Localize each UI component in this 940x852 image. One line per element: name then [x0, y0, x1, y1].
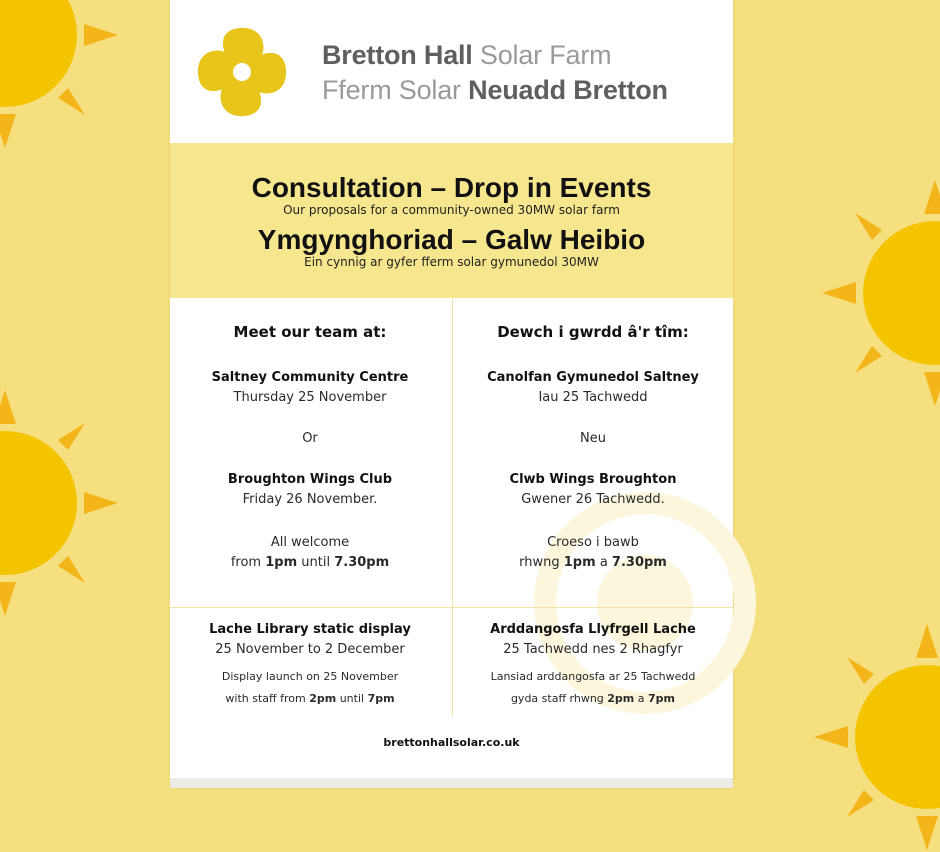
header — [170, 0, 733, 143]
brand-name — [322, 38, 668, 108]
welsh-library — [453, 620, 733, 710]
venue-broughton-welsh: Clwb Wings Broughton — [509, 472, 677, 487]
library-title-welsh: Arddangosfa Llyfrgell Lache — [490, 622, 696, 637]
date-saltney-welsh: Iau 25 Tachwedd — [538, 390, 648, 405]
title-banner — [170, 143, 733, 298]
or-text: Or — [302, 431, 318, 446]
date-broughton-welsh: Gwener 26 Tachwedd. — [521, 492, 665, 507]
logo-icon — [192, 22, 292, 122]
brand-line2-bold: Neuadd Bretton — [468, 75, 668, 105]
launch-english: Display launch on 25 November — [221, 670, 399, 683]
staff-times-welsh: gyda staff rhwng 2pm a 7pm — [510, 692, 676, 705]
sun-icon — [812, 622, 940, 852]
english-library — [170, 620, 450, 710]
event-flyer — [170, 0, 733, 788]
sun-icon — [0, 0, 120, 150]
venue-saltney-welsh: Canolfan Gymunedol Saltney — [487, 370, 699, 385]
heading-welsh: Dewch i gwrdd â'r tîm: — [497, 323, 689, 341]
sun-icon — [820, 178, 940, 408]
welsh-events — [453, 322, 733, 573]
subtitle-welsh: Ein cynnig ar gyfer fferm solar gymunedol 30MW — [304, 255, 599, 269]
venue-saltney: Saltney Community Centre — [211, 370, 409, 385]
date-saltney: Thursday 25 November — [233, 390, 387, 405]
launch-welsh: Lansiad arddangosfa ar 25 Tachwedd — [490, 670, 696, 683]
brand-line1-bold: Bretton Hall — [322, 40, 473, 70]
library-dates-welsh: 25 Tachwedd nes 2 Rhagfyr — [503, 642, 683, 657]
event-times: from 1pm until 7.30pm — [230, 555, 390, 570]
subtitle-english: Our proposals for a community-owned 30MW solar farm — [283, 203, 620, 217]
venue-broughton: Broughton Wings Club — [227, 472, 393, 487]
welcome-text-welsh: Croeso i bawb — [547, 535, 639, 550]
or-text-welsh: Neu — [580, 431, 606, 446]
sun-icon — [0, 388, 120, 618]
library-title-english: Lache Library static display — [209, 622, 411, 637]
welcome-text: All welcome — [270, 535, 350, 550]
brand-line2-light: Fferm Solar — [322, 75, 461, 105]
english-events — [170, 322, 450, 573]
title-welsh: Ymgynghoriad – Galw Heibio — [257, 224, 646, 255]
title-english: Consultation – Drop in Events — [251, 172, 652, 203]
date-broughton: Friday 26 November. — [242, 492, 378, 507]
section-divider — [170, 607, 733, 608]
heading-english: Meet our team at: — [233, 323, 387, 341]
event-times-welsh: rhwng 1pm a 7.30pm — [519, 555, 667, 570]
staff-times-english: with staff from 2pm until 7pm — [225, 692, 395, 705]
library-dates-english: 25 November to 2 December — [215, 642, 405, 657]
footer-strip — [170, 778, 733, 788]
brand-line1-light: Solar Farm — [479, 40, 612, 70]
website-link[interactable]: brettonhallsolar.co.uk — [383, 736, 520, 749]
